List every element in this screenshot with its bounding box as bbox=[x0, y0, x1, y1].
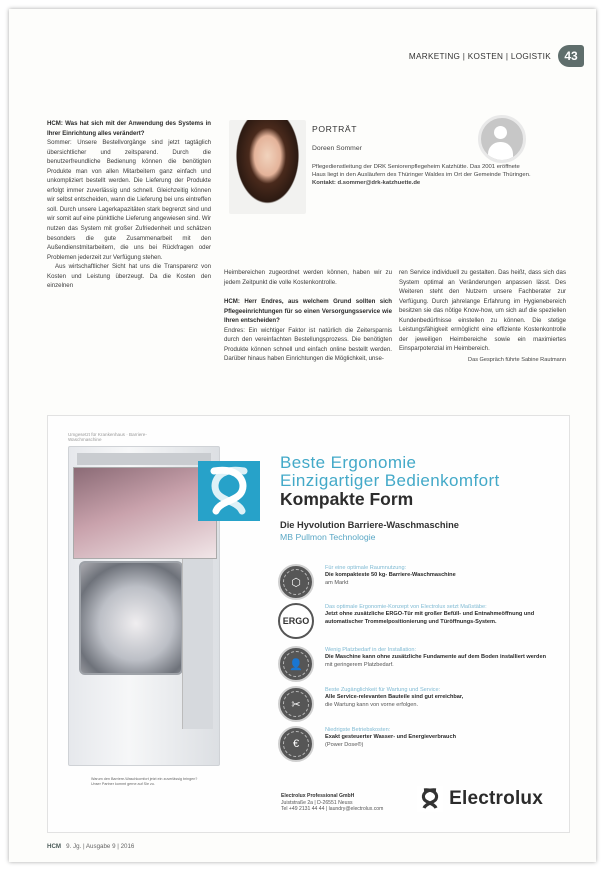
feature-lead: Für eine optimale Raumnutzung: bbox=[325, 565, 407, 571]
page-footer bbox=[47, 843, 134, 850]
section-title: MARKETING | KOSTEN | LOGISTIK bbox=[408, 51, 551, 61]
magazine-page bbox=[9, 9, 596, 862]
feature-main: Alle Service-relevanten Bauteile sind gut erreichbar, bbox=[325, 694, 464, 701]
interview-answer: Aus wirtschaftlicher Sicht hat uns die Transparenz von Kosten und Leistung überzeugt. Da die Kosten den einzelnen bbox=[47, 263, 211, 290]
ad-headline-2: Einzigartiger Bedienkomfort bbox=[280, 471, 500, 490]
portrait-contact: Kontakt: d.sommer@drk-katzhuette.de bbox=[312, 180, 421, 187]
feature-detail: am Markt bbox=[325, 579, 349, 586]
electrolux-brand bbox=[417, 786, 543, 812]
interview-question: HCM: Was hat sich mit der Anwendung des Systems in Ihrer Einrichtung alles verändert? bbox=[47, 120, 211, 137]
feature-lead: Das optimale Ergonomie-Konzept von Electrolux setzt Maßstäbe: bbox=[325, 604, 487, 610]
feature-lead: Wenig Platzbedarf in der Installation: bbox=[325, 647, 417, 653]
feature-main: Die Maschine kann ohne zusätzliche Fundamente auf dem Boden installiert werden bbox=[325, 654, 546, 661]
cube-icon: ⬡ bbox=[278, 564, 314, 600]
interview-closing: Das Gespräch führte Sabine Rautmann bbox=[468, 356, 566, 363]
ad-headline-1: Beste Ergonomie bbox=[280, 453, 417, 472]
feature-main: Exakt gesteuerter Wasser- und Energieverbrauch bbox=[325, 734, 456, 741]
electrolux-advertisement bbox=[47, 415, 570, 833]
ad-headline-3: Kompakte Form bbox=[280, 489, 414, 509]
portrait-name: Doreen Sommer bbox=[312, 145, 362, 152]
page-number-badge: 43 bbox=[558, 45, 584, 67]
interview-answer: ren Service individuell zu gestalten. Das heißt, dass sich das System optimal an Veränderungen anpassen lässt. Des Weiteren steht den Nutzern unsere Fachberater zur Verfügung. Durch jahrelange Erfahrung im Hygienebereich besitzen sie das nötige Know-how, um sich auf die speziellen Kundenbedürfnisse einstellen zu können. Die stetige Leistungsfähigkeit ermöglicht eine effiziente Kostenkontrolle der jeweiligen Heimbereiche sowie ein maximiertes Einsparpotenzial im Heimbereich. bbox=[399, 269, 566, 353]
feature-detail: die Wartung kann von vorne erfolgen. bbox=[325, 701, 419, 708]
portrait-bio-text: Pflegedienstleitung der DRK Seniorenpflegeheim Katzhütte. Das 2001 eröffnete Haus liegt in den Ausläufern des Thüringer Waldes im Ort der Gemeinde Thüringen. bbox=[312, 164, 531, 179]
electrolux-logo-icon bbox=[198, 461, 260, 521]
company-info bbox=[281, 793, 411, 813]
page-header bbox=[409, 45, 584, 67]
machine-caption: Umgesetzt für Krankenhaus · Barriere-Waschmaschine bbox=[68, 432, 147, 442]
ad-subtitle-2: MB Pullmon Technologie bbox=[280, 532, 376, 542]
euro-icon: € bbox=[278, 726, 314, 762]
portrait-bio bbox=[312, 163, 534, 188]
interview-question: HCM: Herr Endres, aus welchem Grund sollten sich Pflegeeinrichtungen für so einen Versorgungsservice wie Ihren entscheiden? bbox=[224, 298, 392, 325]
electrolux-wordmark: Electrolux bbox=[449, 788, 543, 809]
interview-answer: Endres: Ein wichtiger Faktor ist natürlich die Zeitersparnis durch den vereinfachten Bestellungsprozess. Die benötigten Produkte können schnell und einfach online bestellt werden. Darüber hinaus haben Einrichtungen die Möglichkeit, unse- bbox=[224, 326, 392, 363]
machine-note: Warum den Barriere-Waschkomfort jetzt ein zuverlässig bringen? Unser Partner kommt gerne auf Sie zu. bbox=[91, 777, 198, 786]
feature-detail: (Power Dose®) bbox=[325, 741, 364, 748]
feature-lead: Beste Zugänglichkeit für Wartung und Service: bbox=[325, 687, 441, 693]
company-name: Electrolux Professional GmbH bbox=[281, 793, 355, 799]
ergo-icon: ERGO bbox=[278, 603, 314, 639]
portrait-box bbox=[219, 112, 532, 219]
footer-page: HCM bbox=[47, 843, 62, 850]
interview-column-2 bbox=[224, 268, 392, 364]
interview-column-3 bbox=[399, 268, 566, 365]
feature-detail: mit geringerem Platzbedarf. bbox=[325, 661, 394, 668]
interview-answer: Sommer: Unsere Bestellvorgänge sind jetzt tagtäglich übersichtlicher und zeitsparend. Durch die benutzerfreundliche Bedienung können die benötigten Produkte man von allen Mitarbeitern ganz einfach und unkompliziert bestellt werden. Die Lieferung der Produkte erfolgt immer zuverlässig und schnell. Gleichzeitig können wir selbst entscheiden, wann die Lieferung bei uns eintreffen soll. Durch unsere Lagerkapazitäten stark begrenzt sind und wir somit auf eine pünktliche Lieferung angewiesen sind. Wir nutzen das System mit großer Zufriedenheit und schätzen besonders die gute Zusammenarbeit mit den Außendienstmitarbeitern, die uns bei Rückfragen oder Problemen jederzeit zur Verfügung stehen. bbox=[47, 139, 211, 261]
portrait-title: PORTRÄT bbox=[312, 124, 358, 134]
footer-issue: 9. Jg. | Ausgabe 9 | 2016 bbox=[66, 843, 135, 850]
tools-icon: ✂ bbox=[278, 686, 314, 722]
portrait-photo bbox=[229, 120, 306, 214]
company-contact: Tel +49 2131 44 44 | laundry@electrolux.com bbox=[281, 806, 384, 813]
feature-main: Die kompakteste 50 kg- Barriere-Waschmaschine bbox=[325, 572, 456, 579]
electrolux-mark-icon bbox=[417, 786, 443, 812]
interview-column-1 bbox=[47, 119, 211, 291]
feature-main: Jetzt ohne zusätzliche ERGO-Tür mit großer Befüll- und Entnahmeöffnung und automatischer Trommelpositionierung und Türöffnungs-System. bbox=[325, 611, 535, 625]
ad-subtitle: Die Hyvolution Barriere-Waschmaschine bbox=[280, 520, 459, 530]
person-icon: 👤 bbox=[278, 646, 314, 682]
user-avatar-icon bbox=[478, 115, 526, 163]
company-address: Juiststraße 2a | D-26551 Neuss bbox=[281, 799, 353, 806]
feature-lead: Niedrigste Betriebskosten: bbox=[325, 727, 391, 733]
interview-answer: Heimbereichen zugeordnet werden können, haben wir zu jedem Zeitpunkt die volle Kostenkontrolle. bbox=[224, 269, 392, 286]
